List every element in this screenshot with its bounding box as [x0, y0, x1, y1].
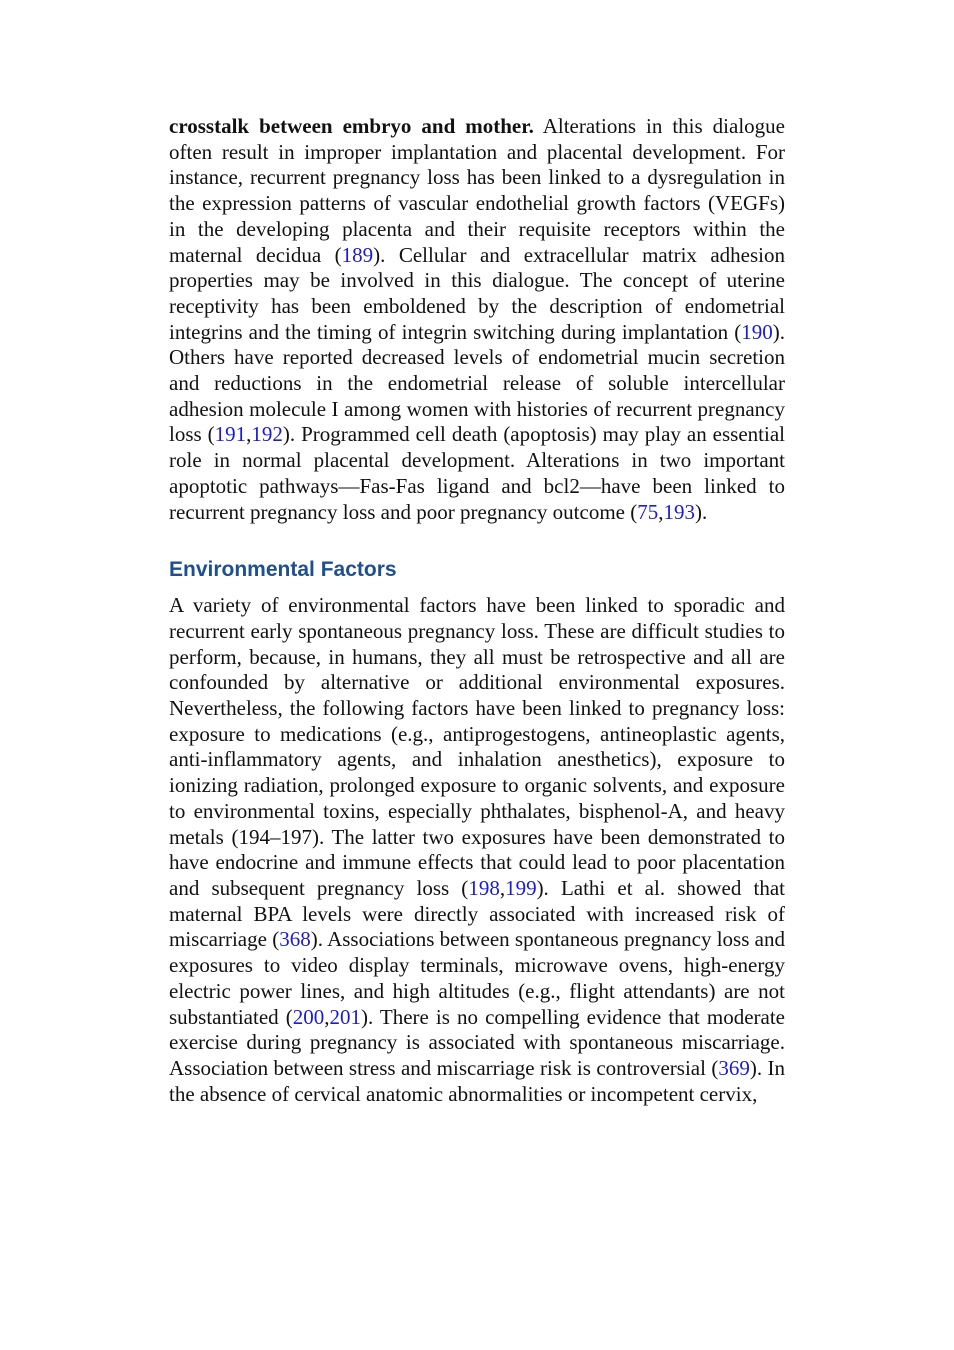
- section-heading-environmental-factors: Environmental Factors: [169, 558, 397, 582]
- paragraph-text: ). There is no compelling evidence that moderate exercise during pregnancy is associated with spontaneous miscarriage. Association between stress and miscarriage risk is controversial (: [169, 1004, 786, 1080]
- citation-link-199[interactable]: 199: [505, 875, 537, 900]
- citation-link-198[interactable]: 198: [468, 875, 500, 900]
- document-page: [169, 114, 785, 1107]
- citation-link-190[interactable]: 190: [741, 319, 773, 344]
- paragraph-text: ). Programmed cell death (apoptosis) may play an essential role in normal placental development. Alterations in two important apoptotic pathways—Fas-Fas ligand and bcl2—have been linked to recurrent pregnancy loss and poor pregnancy outcome (: [169, 422, 785, 524]
- citation-link-200[interactable]: 200: [292, 1004, 325, 1029]
- citation-link-201[interactable]: 201: [329, 1004, 361, 1029]
- paragraph-text: Alterations in this dialogue often result in improper implantation and placental development. For instance, recurrent pregnancy loss has been linked to a dysregulation in the expression patterns of vascular endothelial growth factors (VEGFs) in the developing placenta and their requisite receptors within the maternal decidua (: [169, 114, 785, 267]
- citation-link-75[interactable]: 75: [637, 499, 659, 524]
- paragraph-implantation-dialogue: [169, 114, 785, 525]
- paragraph-text: ). Others have reported decreased levels of endometrial mucin secretion and reductions in the endometrial release of soluble intercellular adhesion molecule I among women with histories of recurrent pregnancy loss (: [169, 319, 785, 447]
- citation-link-369[interactable]: 369: [718, 1055, 750, 1080]
- paragraph-text: ).: [694, 499, 708, 524]
- citation-link-368[interactable]: 368: [279, 927, 311, 952]
- citation-link-191[interactable]: 191: [214, 422, 247, 447]
- citation-separator: ,: [658, 499, 664, 524]
- paragraph-text: ). Cellular and extracellular matrix adhesion properties may be involved in this dialogue. The concept of uterine receptivity has been emboldened by the description of endometrial integrins and the timing of integrin switching during implantation (: [169, 242, 786, 344]
- paragraph-text: ). Lathi et al. showed that maternal BPA levels were directly associated with increased risk of miscarriage (: [169, 875, 785, 952]
- citation-link-192[interactable]: 192: [251, 422, 283, 447]
- paragraph-text: ). Associations between spontaneous pregnancy loss and exposures to video display terminals, microwave ovens, high-energy electric power lines, and high altitudes (e.g., flight attendants) are not substantiated (: [169, 927, 785, 1029]
- paragraph-text: ). In the absence of cervical anatomic abnormalities or incompetent cervix,: [169, 1055, 785, 1106]
- citation-link-189[interactable]: 189: [341, 242, 374, 267]
- citation-separator: ,: [324, 1004, 330, 1029]
- citation-separator: ,: [246, 422, 252, 447]
- citation-link-193[interactable]: 193: [663, 499, 695, 524]
- paragraph-text: A variety of environmental factors have been linked to sporadic and recurrent early spontaneous pregnancy loss. These are difficult studies to perform, because, in humans, they all must be retrospective and all are confounded by alternative or additional environmental exposures. Nevertheless, the following factors have been linked to pregnancy loss: exposure to medications (e.g., antiprogestogens, antineoplastic agents, anti-inflammatory agents, and inhalation anesthetics), exposure to ionizing radiation, prolonged exposure to organic solvents, and exposure to environmental toxins, especially phthalates, bisphenol-A, and heavy metals (194–197). The latter two exposures have been demonstrated to have endocrine and immune effects that could lead to poor placentation and subsequent pregnancy loss (: [169, 593, 785, 900]
- paragraph-environmental-factors: [169, 593, 785, 1107]
- bold-lead-phrase: crosstalk between embryo and mother.: [169, 114, 534, 138]
- citation-separator: ,: [499, 875, 506, 900]
